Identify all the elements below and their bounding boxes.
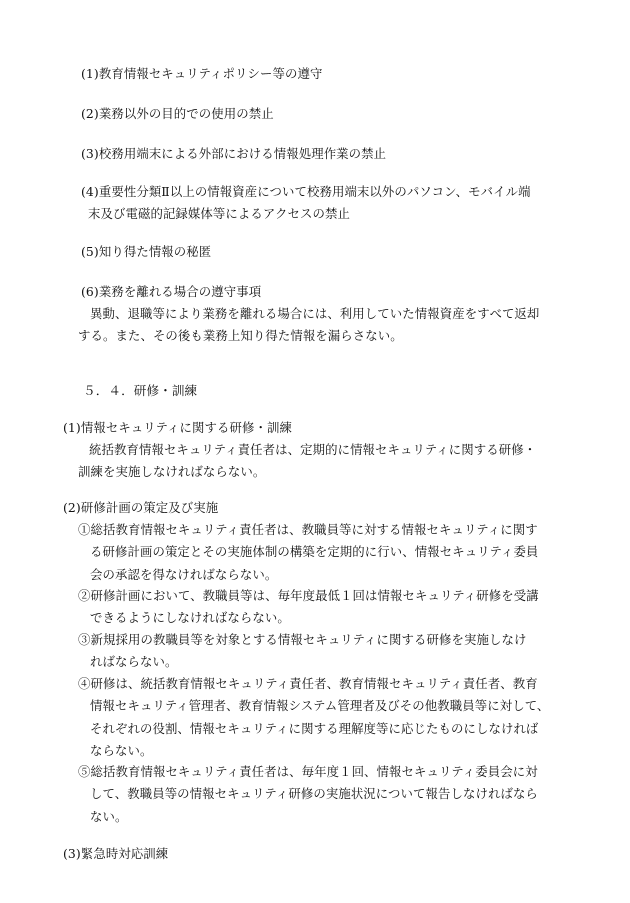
subsection-2-title [63,497,218,519]
subsection-number: (2) [63,500,81,515]
subsection-title: 情報セキュリティに関する研修・訓練 [80,420,292,435]
item-text: ればならない。 [90,654,178,670]
plan-item-3 [78,629,526,674]
plan-item-4 [78,673,549,763]
item-number: ⑤ [78,764,91,779]
subsection-number: (1) [63,420,81,435]
subsection-title: 研修計画の策定及び実施 [80,500,219,515]
item-text: ならない。 [90,743,153,759]
item-number: ③ [78,632,91,647]
item-number: ④ [78,676,91,691]
list-number: (3) [81,146,99,161]
list-text: 業務を離れる場合の遵守事項 [98,284,262,299]
item-text: 研修計画において、教職員等は、毎年度最低１回は情報セキュリティ研修を受講 [90,588,539,603]
list-item-5 [81,241,211,263]
item-text: して、教職員等の情報セキュリティ研修の実施状況について報告しなければなら [90,786,538,802]
list-item-3 [81,143,386,165]
list-text: 校務用端末による外部における情報処理作業の禁止 [98,146,387,161]
list-item-1 [81,63,322,85]
plan-item-5 [78,761,538,828]
subsection-number: (3) [63,846,81,861]
paragraph-text: する。また、その後も業務上知り得た情報を漏らさない。 [78,328,403,343]
list-number: (5) [81,244,99,259]
plan-item-1 [78,519,538,586]
item-text: 総括教育情報セキュリティ責任者は、毎年度１回、情報セキュリティ委員会に対 [90,764,538,779]
subsection-3-title [63,843,168,865]
item-text: ない。 [90,808,128,824]
paragraph-text: 統括教育情報セキュリティ責任者は、定期的に情報セキュリティに関する研修・ [89,442,537,457]
item-text: 新規採用の教職員等を対象とする情報セキュリティに関する研修を実施しなけ [90,632,527,647]
plan-item-2 [78,585,539,630]
list-item-2 [81,103,274,125]
item-text: 研修は、統括教育情報セキュリティ責任者、教育情報セキュリティ責任者、教育 [90,676,538,691]
subsection-1-title [63,417,292,439]
list-text: 知り得た情報の秘匿 [98,244,212,259]
subsection-1-body-line-1 [89,439,536,461]
item-text: 会の承認を得なければならない。 [90,566,278,582]
list-number: (6) [81,284,99,299]
list-number: (2) [81,106,99,121]
list-item-4 [81,181,531,226]
paragraph-text: 異動、退職等により業務を離れる場合には、利用していた情報資産をすべて返却 [90,306,540,321]
paragraph-text: 訓練を実施しなければならない。 [78,464,266,479]
list-item-6 [81,281,261,303]
item-number: ① [78,522,91,537]
list-text: 業務以外の目的での使用の禁止 [98,106,274,121]
list-item-6-body-line-1 [90,303,539,325]
list-number: (1) [81,66,99,81]
list-number: (4) [81,184,99,199]
item-text: 総括教育情報セキュリティ責任者は、教職員等に対する情報セキュリティに関す [90,522,538,537]
list-text-continued: 末及び電磁的記録媒体等によるアクセスの禁止 [88,206,350,222]
item-text: それぞれの役割、情報セキュリティに関する理解度等に応じたものにしなければ [90,720,539,736]
section-heading-text: ５．４．研修・訓練 [83,383,198,398]
subsection-1-body-line-2 [78,461,265,483]
item-number: ② [78,588,91,603]
list-text: 重要性分類Ⅱ以上の情報資産について校務用端末以外のパソコン、モバイル端 [98,184,531,199]
item-text: る研修計画の策定とその実施体制の構築を定期的に行い、情報セキュリティ委員 [90,544,539,560]
item-text: 情報セキュリティ管理者、教育情報システム管理者及びその他教職員等に対して、 [90,698,550,714]
subsection-title: 緊急時対応訓練 [80,846,169,861]
list-text: 教育情報セキュリティポリシー等の遵守 [98,66,323,81]
item-text: できるようにしなければならない。 [90,610,290,626]
list-item-6-body-line-2 [78,325,403,347]
section-heading [83,380,197,402]
